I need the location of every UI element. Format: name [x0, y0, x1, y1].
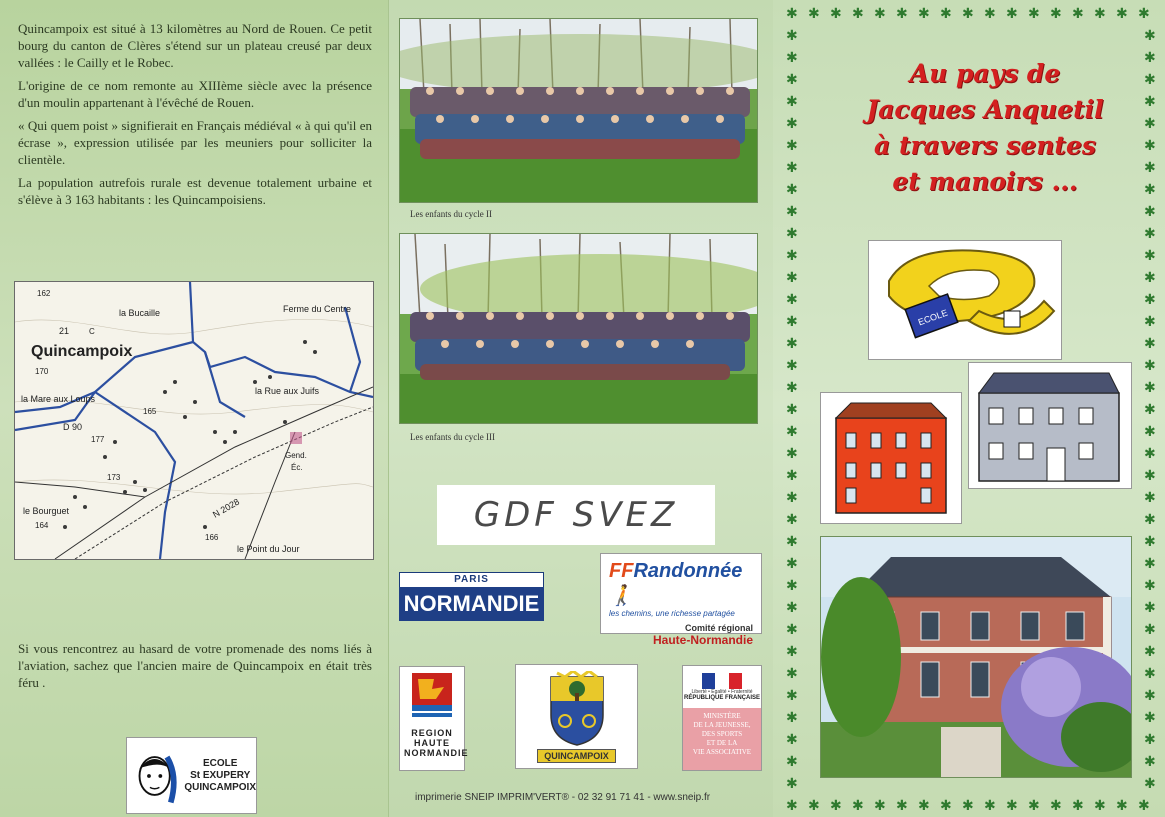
star-icon: ✱ — [1144, 489, 1156, 505]
star-icon: ✱ — [1094, 5, 1106, 21]
photo-cycle-2 — [399, 18, 758, 203]
star-icon: ✱ — [1144, 203, 1156, 219]
coat-of-arms-icon — [537, 671, 617, 747]
star-icon: ✱ — [786, 731, 798, 747]
map-label-rue-aux-juifs: la Rue aux Juifs — [255, 386, 320, 396]
star-icon: ✱ — [786, 357, 798, 373]
star-icon: ✱ — [896, 797, 908, 813]
star-icon: ✱ — [786, 93, 798, 109]
star-icon: ✱ — [786, 775, 798, 791]
star-icon: ✱ — [1072, 5, 1084, 21]
map-label-n2028: N 2028 — [211, 496, 242, 520]
star-icon: ✱ — [1050, 5, 1062, 21]
map-label-166: 166 — [205, 533, 219, 542]
star-icon: ✱ — [1144, 577, 1156, 593]
map-label-177: 177 — [91, 435, 105, 444]
star-icon: ✱ — [786, 247, 798, 263]
photo-cycle-3 — [399, 233, 758, 424]
star-icon: ✱ — [786, 5, 798, 21]
star-icon: ✱ — [1144, 643, 1156, 659]
drawing-red-manor — [820, 392, 962, 524]
star-icon: ✱ — [786, 71, 798, 87]
gdf-suez-logo — [437, 485, 715, 545]
star-icon: ✱ — [1138, 797, 1150, 813]
star-icon: ✱ — [1144, 27, 1156, 43]
intro-paragraph-4: La population autrefois rurale est devenue totalement urbaine et s'élève à 3 163 habitants : les Quincampoisiens. — [18, 175, 372, 207]
drawing-school-q — [868, 240, 1062, 360]
intro-paragraph-1: Quincampoix est situé à 13 kilomètres au Nord de Rouen. Ce petit bourg du canton de Clères s'étend sur un plateau creusé par deux vallées : le Cailly et le Robec. — [18, 21, 372, 70]
star-icon: ✱ — [1028, 797, 1040, 813]
map-label-mare-aux-loups: la Mare aux Loups — [21, 394, 96, 404]
region-text: REGION HAUTE NORMANDIE — [404, 728, 469, 758]
star-icon: ✱ — [786, 643, 798, 659]
republique-header: Liberté • Égalité • Fraternité RÉPUBLIQUE FRANÇAISE — [683, 666, 761, 708]
star-icon: ✱ — [786, 599, 798, 615]
star-icon: ✱ — [1006, 797, 1018, 813]
star-icon: ✱ — [1144, 621, 1156, 637]
ffr-region: Haute-Normandie — [652, 633, 753, 647]
star-icon: ✱ — [874, 5, 886, 21]
star-icon: ✱ — [786, 489, 798, 505]
star-icon: ✱ — [896, 5, 908, 21]
map-label-173: 173 — [107, 473, 121, 482]
region-emblem-icon — [404, 671, 460, 723]
star-icon: ✱ — [786, 687, 798, 703]
star-icon: ✱ — [1144, 445, 1156, 461]
ministere-text: MINISTÈRE DE LA JEUNESSE, DES SPORTS ET DE LA VIE ASSOCIATIVE — [683, 708, 761, 771]
star-icon: ✱ — [1138, 5, 1150, 21]
star-icon: ✱ — [786, 269, 798, 285]
aviation-text — [18, 640, 372, 697]
map-label-ec: Éc. — [291, 463, 303, 472]
star-icon: ✱ — [984, 797, 996, 813]
star-icon: ✱ — [1144, 401, 1156, 417]
paris-normandie-logo — [399, 572, 544, 622]
star-icon: ✱ — [1144, 313, 1156, 329]
star-icon: ✱ — [1144, 423, 1156, 439]
star-icon: ✱ — [786, 379, 798, 395]
star-icon: ✱ — [808, 797, 820, 813]
village-map — [14, 281, 374, 560]
printer-credit: imprimerie SNEIP IMPRIM'VERT® - 02 32 91 71 41 - www.sneip.fr — [415, 792, 711, 803]
star-icon: ✱ — [1144, 753, 1156, 769]
star-icon: ✱ — [1116, 797, 1128, 813]
pilot-portrait-icon — [131, 746, 178, 806]
star-icon: ✱ — [940, 5, 952, 21]
star-icon: ✱ — [786, 423, 798, 439]
star-icon: ✱ — [786, 533, 798, 549]
star-icon: ✱ — [786, 291, 798, 307]
map-label-ferme: Ferme du Centre — [283, 304, 352, 314]
map-label-170: 170 — [35, 367, 49, 376]
star-icon: ✱ — [1144, 357, 1156, 373]
star-icon: ✱ — [786, 511, 798, 527]
star-icon: ✱ — [786, 313, 798, 329]
star-icon: ✱ — [918, 797, 930, 813]
star-icon: ✱ — [786, 401, 798, 417]
star-icon: ✱ — [1144, 137, 1156, 153]
star-icon: ✱ — [1144, 775, 1156, 791]
star-icon: ✱ — [852, 797, 864, 813]
star-icon: ✱ — [786, 335, 798, 351]
photo-mairie — [820, 536, 1132, 778]
map-label-c: C — [89, 327, 95, 336]
caption-cycle-3: Les enfants du cycle III — [410, 432, 495, 442]
star-icon: ✱ — [1144, 511, 1156, 527]
star-icon: ✱ — [786, 555, 798, 571]
ffr-slogan: les chemins, une richesse partagée — [609, 609, 735, 618]
brochure-title: Au pays de Jacques Anquetil à travers sentes et manoirs ... — [866, 59, 1104, 196]
map-label-gend: Gend. — [285, 451, 307, 460]
map-label-165: 165 — [143, 407, 157, 416]
intro-paragraph-2: L'origine de ce nom remonte au XIIIème siècle avec la présence d'un moulin appartenant à l'évêché de Rouen. — [18, 78, 372, 110]
ecole-saint-exupery-logo — [126, 737, 257, 814]
star-icon: ✱ — [1144, 379, 1156, 395]
gdf-suez-text: GDF SVEZ — [473, 495, 679, 535]
star-icon: ✱ — [830, 797, 842, 813]
paris-normandie-bottom: NORMANDIE — [399, 587, 544, 621]
star-icon: ✱ — [874, 797, 886, 813]
star-icon: ✱ — [1144, 709, 1156, 725]
star-icon: ✱ — [1116, 5, 1128, 21]
star-icon: ✱ — [1144, 225, 1156, 241]
star-icon: ✱ — [918, 5, 930, 21]
region-haute-normandie-logo — [399, 666, 469, 771]
ffr-committee: Comité régional — [684, 623, 753, 633]
star-icon: ✱ — [1144, 291, 1156, 307]
star-icon: ✱ — [786, 225, 798, 241]
star-icon: ✱ — [1094, 797, 1106, 813]
star-icon: ✱ — [1144, 49, 1156, 65]
quincampoix-ribbon: QUINCAMPOIX — [537, 749, 616, 763]
star-icon: ✱ — [786, 621, 798, 637]
paris-normandie-top: PARIS — [399, 572, 544, 587]
star-icon: ✱ — [786, 577, 798, 593]
star-icon: ✱ — [786, 753, 798, 769]
drawing-grey-manor — [968, 362, 1132, 489]
star-icon: ✱ — [1144, 555, 1156, 571]
star-icon: ✱ — [962, 797, 974, 813]
star-icon: ✱ — [1144, 467, 1156, 483]
quincampoix-crest-logo — [515, 664, 638, 769]
star-icon: ✱ — [1144, 247, 1156, 263]
star-icon: ✱ — [852, 5, 864, 21]
ministere-jeunesse-logo — [682, 665, 762, 771]
star-icon: ✱ — [786, 445, 798, 461]
star-icon: ✱ — [1144, 71, 1156, 87]
star-icon: ✱ — [786, 159, 798, 175]
star-icon: ✱ — [984, 5, 996, 21]
star-icon: ✱ — [786, 181, 798, 197]
star-icon: ✱ — [962, 5, 974, 21]
map-label-162: 162 — [37, 289, 51, 298]
map-label-21: 21 — [59, 326, 70, 336]
marianne-flag-icon — [702, 673, 742, 689]
star-icon: ✱ — [786, 115, 798, 131]
star-icon: ✱ — [786, 797, 798, 813]
intro-paragraph-3: « Qui quem poist » signifierait en Français médiéval « à qui qu'il en écrase », expression utilisée par les meuniers pour solliciter la clientèle. — [18, 118, 372, 167]
star-icon: ✱ — [786, 27, 798, 43]
aviation-paragraph: Si vous rencontrez au hasard de votre promenade des noms liés à l'aviation, sachez que l'ancien maire de Quincampoix en était très féru . — [18, 641, 372, 690]
map-label-la-bucaille: la Bucaille — [119, 308, 161, 318]
star-icon: ✱ — [1144, 687, 1156, 703]
star-icon: ✱ — [1144, 599, 1156, 615]
ffrandonnee-logo — [600, 553, 762, 647]
star-icon: ✱ — [786, 203, 798, 219]
star-icon: ✱ — [1144, 533, 1156, 549]
star-icon: ✱ — [1144, 335, 1156, 351]
star-icon: ✱ — [1028, 5, 1040, 21]
star-icon: ✱ — [1050, 797, 1062, 813]
star-icon: ✱ — [786, 665, 798, 681]
star-icon: ✱ — [786, 49, 798, 65]
star-icon: ✱ — [1144, 269, 1156, 285]
star-icon: ✱ — [1144, 93, 1156, 109]
caption-cycle-2: Les enfants du cycle II — [410, 209, 492, 219]
map-drawing — [15, 282, 373, 559]
star-icon: ✱ — [1006, 5, 1018, 21]
star-icon: ✱ — [786, 709, 798, 725]
hiker-icon: 🚶 — [609, 585, 634, 607]
star-icon: ✱ — [1072, 797, 1084, 813]
star-icon: ✱ — [1144, 731, 1156, 747]
star-icon: ✱ — [1144, 181, 1156, 197]
map-label-quincampoix: Quincampoix — [31, 343, 133, 360]
ffr-title: FFRandonnée 🚶 — [609, 560, 743, 607]
star-icon: ✱ — [1144, 665, 1156, 681]
star-icon: ✱ — [1144, 115, 1156, 131]
star-icon: ✱ — [940, 797, 952, 813]
intro-text — [18, 20, 372, 214]
drawing-ecole-label: ECOLE — [916, 307, 949, 328]
map-label-point-du-jour: le Point du Jour — [237, 544, 300, 554]
star-icon: ✱ — [786, 467, 798, 483]
star-icon: ✱ — [1144, 159, 1156, 175]
star-icon: ✱ — [786, 137, 798, 153]
star-icon: ✱ — [808, 5, 820, 21]
map-label-le-bourguet: le Bourguet — [23, 506, 70, 516]
star-icon: ✱ — [830, 5, 842, 21]
ecole-text: ECOLE St EXUPERY QUINCAMPOIX — [184, 757, 256, 793]
map-label-164: 164 — [35, 521, 49, 530]
map-label-d90: D 90 — [63, 422, 83, 432]
